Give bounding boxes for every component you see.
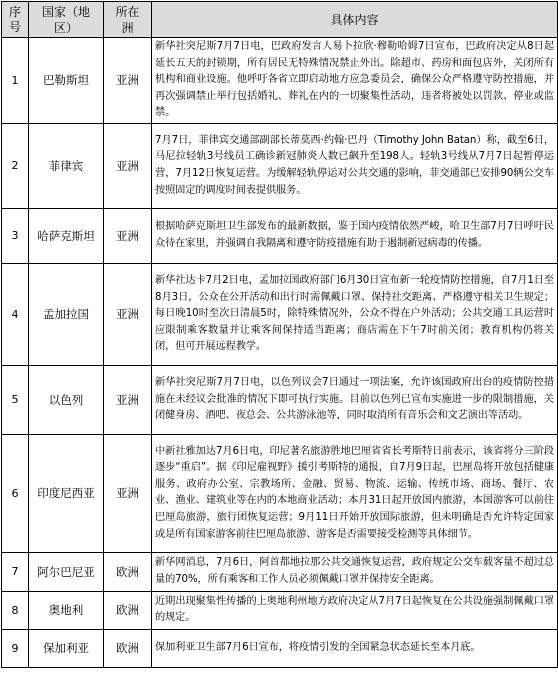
row-continent: 欧洲 — [104, 552, 152, 591]
row-content: 近期出现聚集性传播的上奥地利州地方政府决定从7月7日起恢复在公共设施强制佩戴口罩的规定。 — [152, 591, 558, 629]
row-content: 新华社达卡7月2日电，孟加拉国政府部门6月30日宣布新一轮疫情防控措施，自7月1日至8月3日，公众在公开活动和出行时需佩戴口罩、保持社交距离、严格遵守相关卫生规定；每日晚10时至次日清晨5时，除特殊情况外，公众不得在户外活动；公共交通工具运营时应限制乘客数量并让乘客间保持适当距离；商店需在下午7时前关闭；教育机构仍将关闭，但可开展远程教学。 — [152, 263, 558, 365]
table-header-row — [2, 2, 558, 38]
row-continent: 欧洲 — [104, 591, 152, 629]
table-row — [2, 629, 558, 667]
row-content: 新华社突尼斯7月7日电，以色列议会7日通过一项法案，允许该国政府出台的疫情防控措施在未经议会批准的情况下即可执行实施。目前以色列已宣布实施进一步的限制措施，关闭健身房、酒吧、夜总会、公共游泳池等，同时取消所有音乐会和文艺演出等活动。 — [152, 365, 558, 434]
row-country: 以色列 — [29, 365, 104, 434]
row-seq: 2 — [2, 123, 29, 208]
table-row — [2, 38, 558, 124]
row-country: 孟加拉国 — [29, 263, 104, 365]
row-continent: 亚洲 — [104, 123, 152, 208]
row-continent: 亚洲 — [104, 365, 152, 434]
row-country: 巴勒斯坦 — [29, 38, 104, 124]
row-seq: 6 — [2, 434, 29, 552]
row-continent: 亚洲 — [104, 208, 152, 263]
row-seq: 8 — [2, 591, 29, 629]
table-row — [2, 123, 558, 208]
row-country: 哈萨克斯坦 — [29, 208, 104, 263]
row-content: 7月7日，菲律宾交通部副部长蒂莫西·约翰·巴丹（Timothy John Batan）称，截至6日，马尼拉轻轨3号线员工确诊新冠肺炎人数已飙升至198人。轻轨3号线从7月7日起暂停运营，7月12日恢复运营。为缓解轻轨停运对公共交通的影响，菲交通部已安排90辆公交车按照固定的调度时间表提供服务。 — [152, 123, 558, 208]
header-country: 国家（地区） — [29, 2, 104, 38]
row-country: 菲律宾 — [29, 123, 104, 208]
row-continent: 亚洲 — [104, 434, 152, 552]
row-continent: 亚洲 — [104, 263, 152, 365]
table-row — [2, 263, 558, 365]
row-seq: 3 — [2, 208, 29, 263]
row-seq: 9 — [2, 629, 29, 667]
row-content: 中新社雅加达7月6日电，印尼著名旅游胜地巴厘省省长考斯特日前表示，该省将分三阶段逐步“重启”。据《印尼雇视野》援引考斯特的通报，自7月9日起，巴厘岛将开放包括健康服务、政府办公室、宗教场所、金融、贸易、物流、运输、传统市场、商场、餐厅、农业、渔业、建筑业等在内的本地商业活动；本月31日起开放国内旅游，本国游客可以前往巴厘岛旅游，旅行团恢复运营；9月11日开始开放国际旅游，但未明确是否允许特定国家或是所有国家游客前往巴厘岛旅游、游客是否需要接受检测等具体细节。 — [152, 434, 558, 552]
row-content: 新华网消息，7月6日，阿首都地拉那公共交通恢复运营，政府规定公交车载客量不超过总量的70%，所有乘客和工作人员必须佩戴口罩并保持安全距离。 — [152, 552, 558, 591]
row-seq: 7 — [2, 552, 29, 591]
row-country: 印度尼西亚 — [29, 434, 104, 552]
row-content: 保加利亚卫生部7月6日宣布，将疫情引发的全国紧急状态延长至本月底。 — [152, 629, 558, 667]
row-continent: 欧洲 — [104, 629, 152, 667]
row-country: 阿尔巴尼亚 — [29, 552, 104, 591]
row-content: 新华社突尼斯7月7日电，巴政府发言人易卜拉欣·穆勒哈姆7日宣布，巴政府决定从8日起延长五天的封锁期，所有居民无特殊情况禁止外出。除超市、药房和面包店外，关闭所有机构和商业设施。他呼吁各省立即启动地方应急委员会，确保公众严格遵守防控措施，并再次强调禁止举行包括婚礼、葬礼在内的一切聚集性活动，违者将被处以罚款、停业或监禁。 — [152, 38, 558, 124]
row-seq: 1 — [2, 38, 29, 124]
measures-table — [1, 1, 558, 668]
row-country: 奥地利 — [29, 591, 104, 629]
table-row — [2, 591, 558, 629]
header-continent: 所在洲 — [104, 2, 152, 38]
header-content: 具体内容 — [152, 2, 558, 38]
table-row — [2, 365, 558, 434]
row-seq: 5 — [2, 365, 29, 434]
row-continent: 亚洲 — [104, 38, 152, 124]
row-seq: 4 — [2, 263, 29, 365]
table-row — [2, 434, 558, 552]
row-country: 保加利亚 — [29, 629, 104, 667]
header-seq: 序号 — [2, 2, 29, 38]
table-row — [2, 208, 558, 263]
table-row — [2, 552, 558, 591]
row-content: 根据哈萨克斯坦卫生部发布的最新数据，鉴于国内疫情依然严峻，哈卫生部7月7日呼吁民众待在家里，并强调自我隔离和遵守防疫措施有助于遏制新冠病毒的传播。 — [152, 208, 558, 263]
